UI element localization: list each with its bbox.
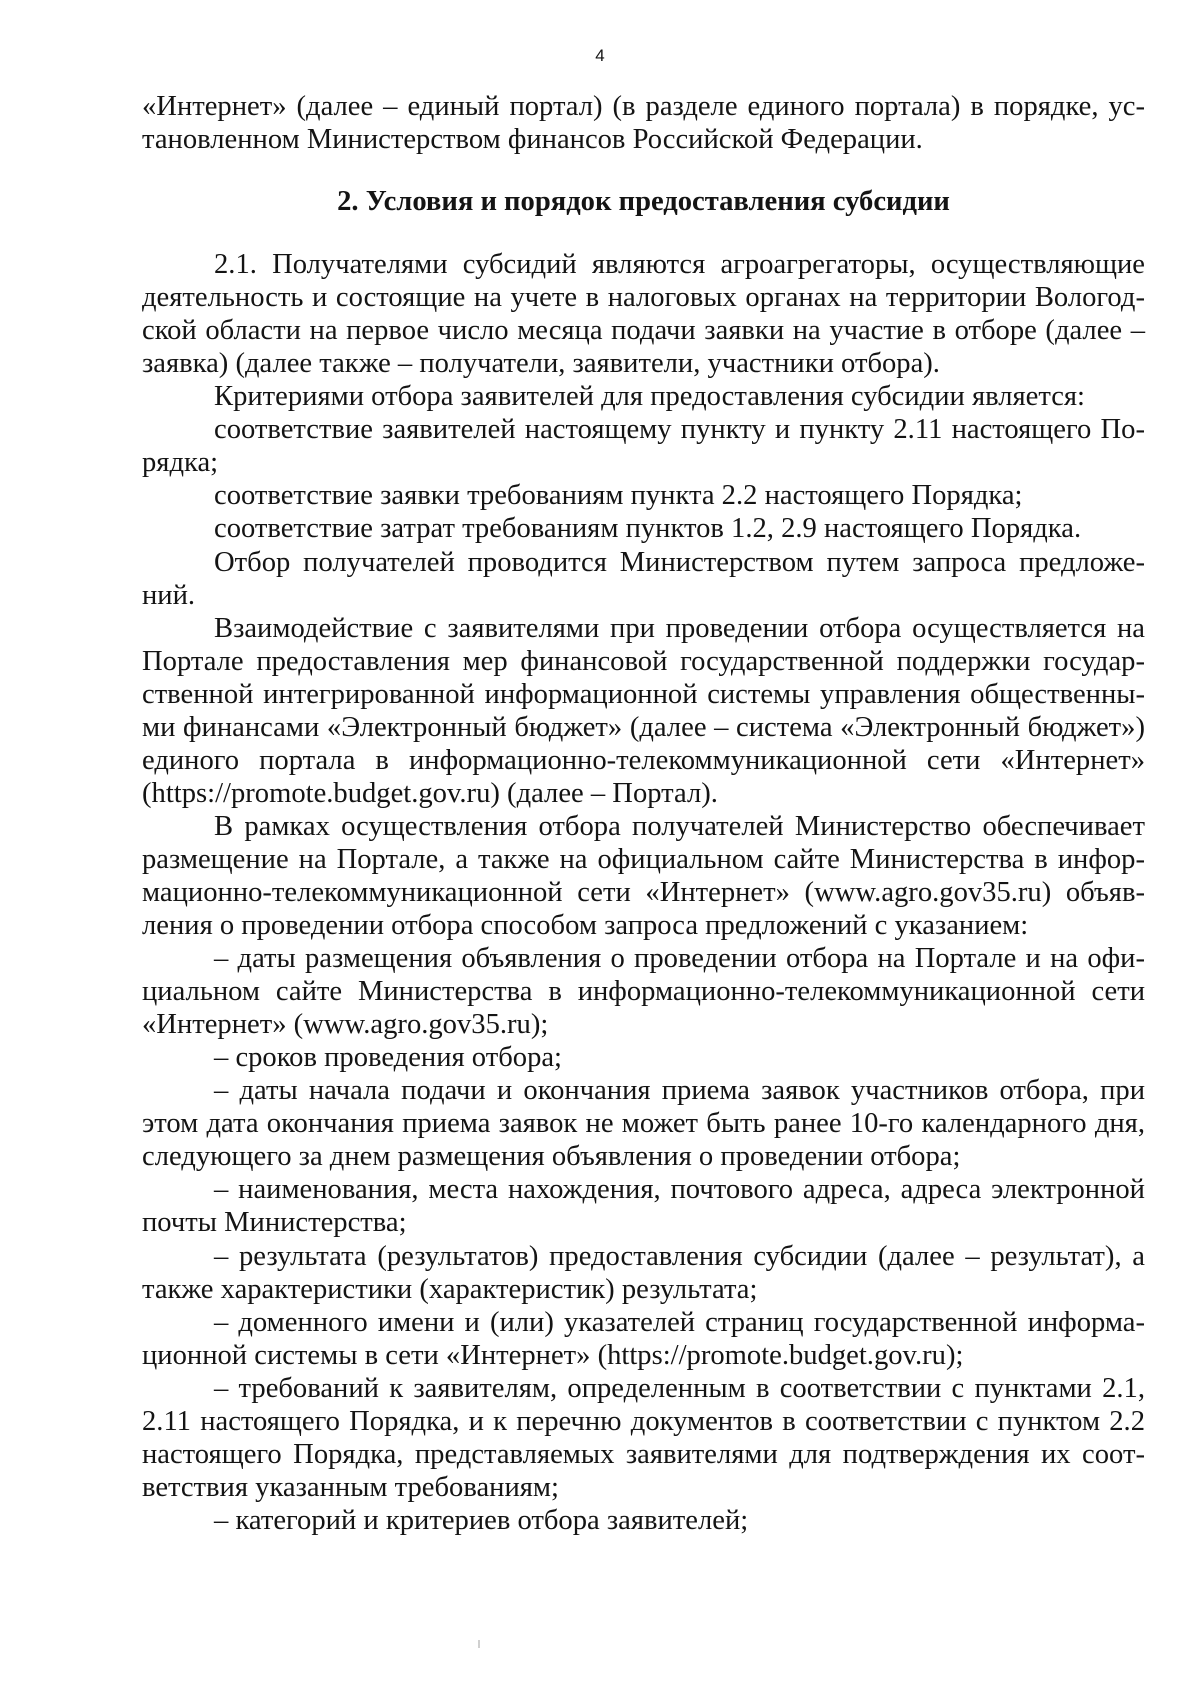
- list-item: – категорий и критериев отбора заявителей;: [214, 1504, 749, 1536]
- scan-artifact: [478, 1640, 480, 1648]
- paragraph-criteria: Критериями отбора заявителей для предоставления субсидии является:: [214, 381, 1085, 413]
- paragraph-interaction: Взаимодействие с заявителями при проведении отбора осуществляется на Портале предоставления мер финансовой государственной поддержки государственной интегрированной информационной системы управления общественными финансами «Электронный бюджет» (далее – система «Электронный бюджет») единого портала в информационно-телекоммуникационной сети «Интернет» (https://promote.budget.gov.ru) (далее – Портал).: [142, 612, 1145, 809]
- intro-paragraph: «Интернет» (далее – единый портал) (в разделе единого портала) в порядке, установленном Министерством финансов Российской Федерации.: [142, 91, 1145, 156]
- paragraph-criterion-3: соответствие затрат требованиям пунктов 1.2, 2.9 настоящего Порядка.: [214, 513, 1082, 545]
- list-item: – сроков проведения отбора;: [214, 1042, 562, 1074]
- paragraph-selection-method: Отбор получателей проводится Министерством путем запроса предложений.: [142, 546, 1145, 611]
- document-body: [142, 90, 1145, 1537]
- paragraph-criterion-1: соответствие заявителей настоящему пункту и пункту 2.11 настоящего Порядка;: [142, 414, 1145, 479]
- paragraph-announcement: В рамках осуществления отбора получателей Министерство обеспечивает размещение на Портале, а также на официальном сайте Министерства в информационно-телекоммуникационной сети «Интернет» (www.agro.gov35.ru) объявления о проведении отбора способом запроса предложений с указанием:: [142, 810, 1145, 942]
- list-item: – требований к заявителям, определенным в соответствии с пунктами 2.1, 2.11 настоящего Порядка, и к перечню документов в соответствии с пунктом 2.2 настоящего Порядка, представляемых заявителями для подтверждения их соответствия указанным требованиям;: [142, 1372, 1145, 1503]
- list-item: – даты начала подачи и окончания приема заявок участников отбора, при этом дата окончания приема заявок не может быть ранее 10-го календарного дня, следующего за днем размещения объявления о проведении отбора;: [142, 1075, 1145, 1173]
- section-heading: 2. Условия и порядок предоставления субсидии: [337, 186, 950, 218]
- list-item: – наименования, места нахождения, почтового адреса, адреса электронной почты Министерства;: [142, 1174, 1145, 1239]
- page-number: 4: [595, 46, 605, 65]
- list-item: – результата (результатов) предоставления субсидии (далее – результат), а также характеристики (характеристик) результата;: [142, 1240, 1145, 1305]
- paragraph-recipients: 2.1. Получателями субсидий являются агроагрегаторы, осуществляющие деятельность и состоящие на учете в налоговых органах на территории Вологодской области на первое число месяца подачи заявки на участие в отборе (далее – заявка) (далее также – получатели, заявители, участники отбора).: [142, 249, 1145, 380]
- list-item: – даты размещения объявления о проведении отбора на Портале и на официальном сайте Министерства в информационно-телекоммуникационной сети «Интернет» (www.agro.gov35.ru);: [142, 943, 1145, 1041]
- list-item: – доменного имени и (или) указателей страниц государственной информационной системы в сети «Интернет» (https://promote.budget.gov.ru);: [142, 1306, 1145, 1371]
- paragraph-criterion-2: соответствие заявки требованиям пункта 2.2 настоящего Порядка;: [214, 480, 1023, 512]
